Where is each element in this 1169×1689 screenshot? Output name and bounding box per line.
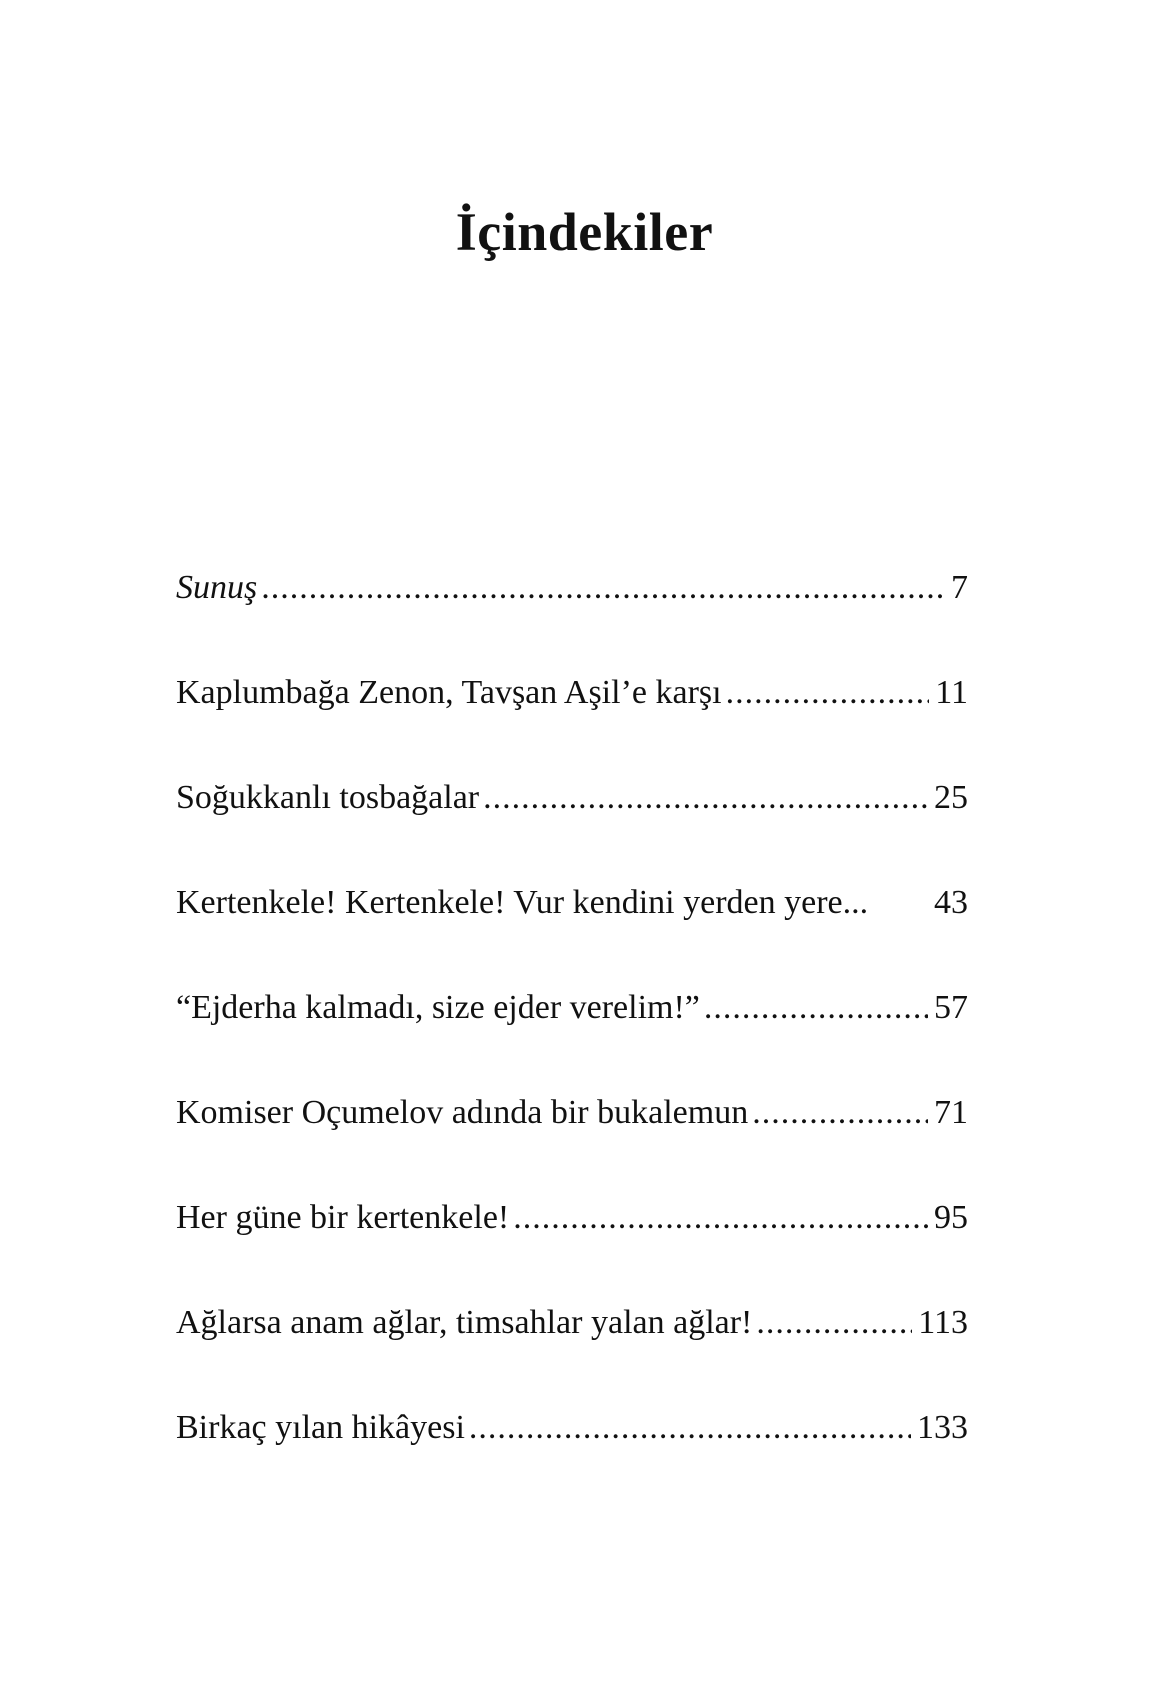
toc-page-number: 7 xyxy=(951,569,968,606)
toc-dot-leader xyxy=(752,1093,928,1133)
toc-entry-title: Komiser Oçumelov adında bir bukalemun xyxy=(176,1094,749,1131)
toc-entry xyxy=(176,778,968,883)
toc-entry-title: Sunuş xyxy=(176,569,258,606)
toc-entry xyxy=(176,1303,968,1408)
toc-entry xyxy=(176,988,968,1093)
table-of-contents xyxy=(176,568,968,1513)
toc-page-number: 113 xyxy=(918,1304,968,1341)
toc-page-number: 95 xyxy=(934,1199,968,1236)
toc-entry-title: Birkaç yılan hikâyesi xyxy=(176,1409,465,1446)
toc-entry xyxy=(176,673,968,778)
toc-page-number: 71 xyxy=(934,1094,968,1131)
page-title: İçindekiler xyxy=(455,202,714,262)
toc-dot-leader xyxy=(704,988,928,1028)
toc-dot-leader xyxy=(261,568,945,608)
toc-dot-leader xyxy=(483,778,928,818)
toc-dot-leader xyxy=(726,673,930,713)
toc-entry xyxy=(176,1408,968,1513)
toc-entry-title: Soğukkanlı tosbağalar xyxy=(176,779,480,816)
toc-entry-title: “Ejderha kalmadı, size ejder verelim!” xyxy=(176,989,700,1026)
toc-page-number: 133 xyxy=(917,1409,968,1446)
toc-entry xyxy=(176,1198,968,1303)
toc-dot-leader xyxy=(513,1198,928,1238)
toc-entry-title: Kaplumbağa Zenon, Tavşan Aşil’e karşı xyxy=(176,674,722,711)
toc-entry-title: Kertenkele! Kertenkele! Vur kendini yerden yere... xyxy=(176,884,869,921)
toc-dot-leader xyxy=(756,1303,912,1343)
toc-entry-title: Ağlarsa anam ağlar, timsahlar yalan ağlar! xyxy=(176,1304,753,1341)
toc-entry xyxy=(176,568,968,673)
toc-entry-title: Her güne bir kertenkele! xyxy=(176,1199,510,1236)
toc-entry xyxy=(176,1093,968,1198)
toc-page-number: 11 xyxy=(935,674,968,711)
toc-dot-leader xyxy=(469,1408,911,1448)
toc-page-number: 57 xyxy=(934,989,968,1026)
toc-page-number: 43 xyxy=(934,884,968,921)
toc-page-number: 25 xyxy=(934,779,968,816)
toc-entry xyxy=(176,883,968,988)
